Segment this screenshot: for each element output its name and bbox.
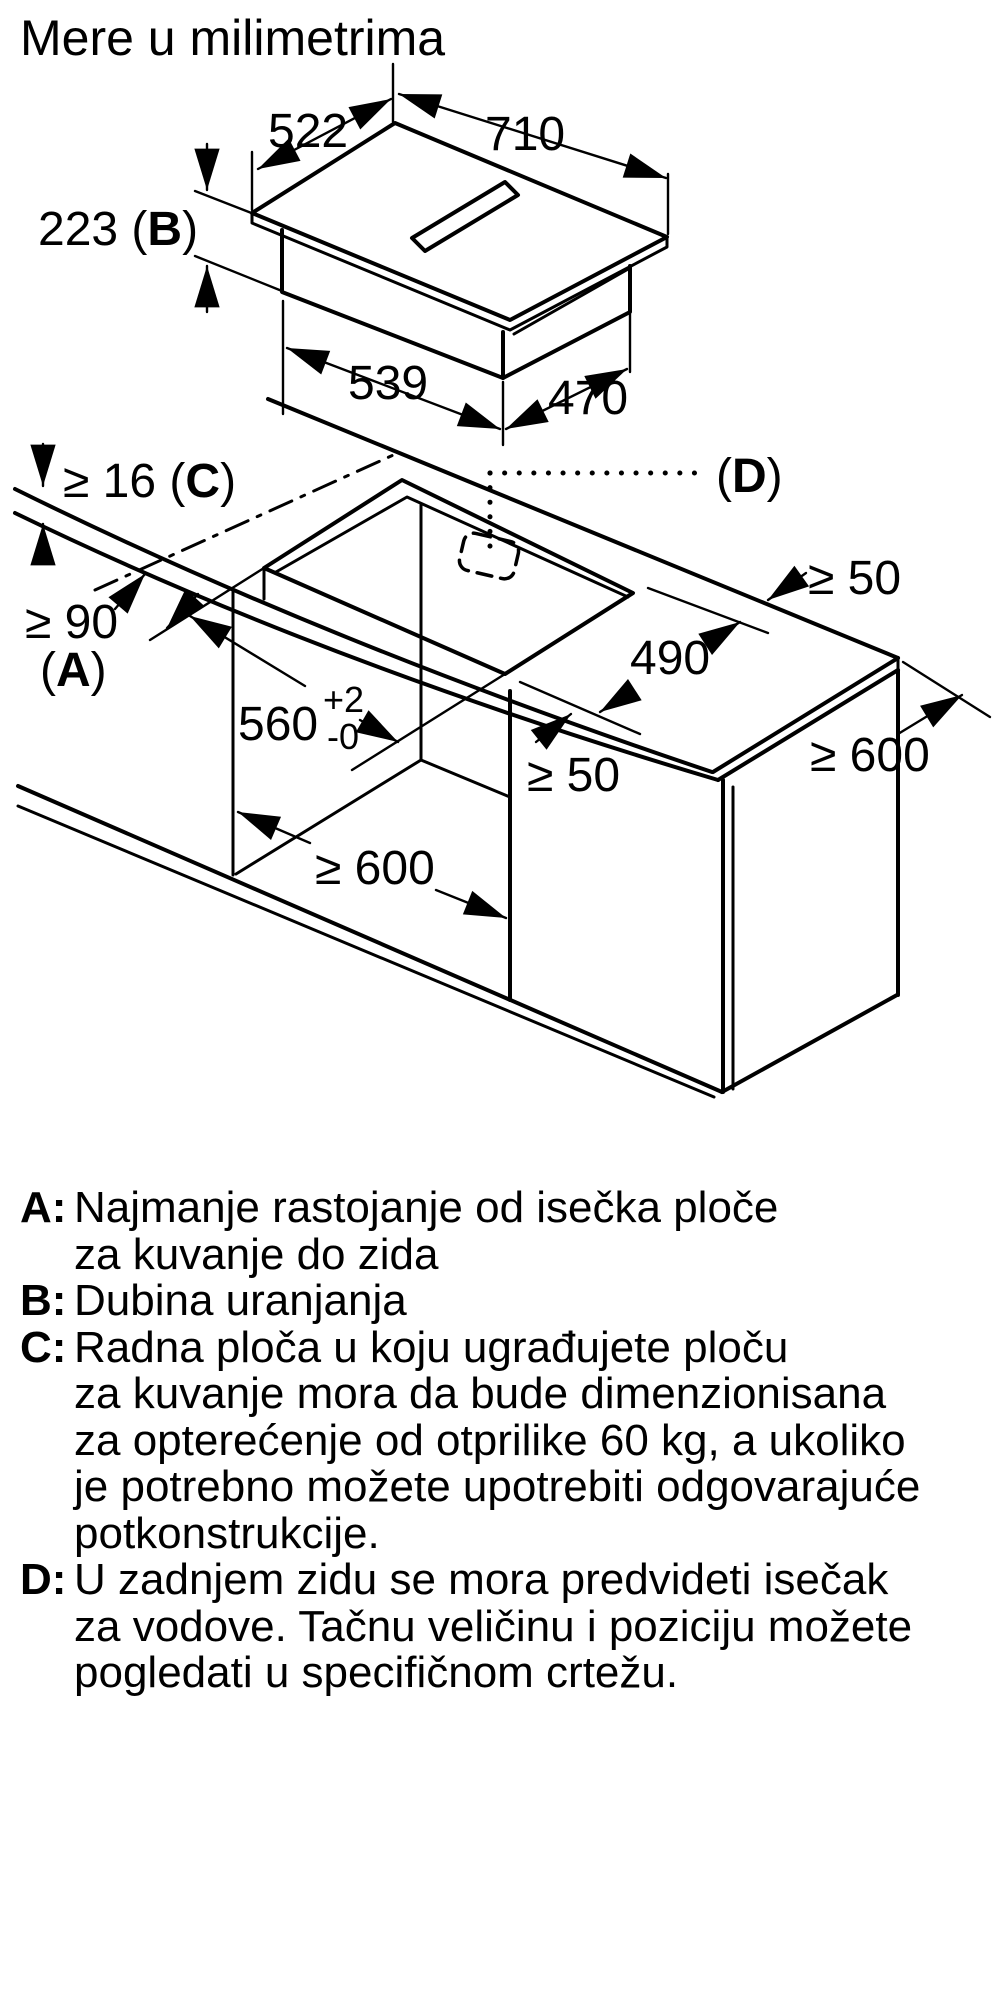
dim-710-label: 710 bbox=[485, 108, 566, 161]
ext-line-b-upper bbox=[195, 191, 254, 214]
dim-560-tol-plus: +2 bbox=[323, 679, 365, 720]
dim-522-label: 522 bbox=[268, 105, 349, 158]
dim-16-c-label: ≥ 16 (C) bbox=[63, 455, 237, 508]
legend-row: potkonstrukcije. bbox=[74, 1508, 380, 1558]
dim-560-tol-minus: -0 bbox=[327, 716, 360, 757]
dim-90-leader-cutout bbox=[167, 594, 198, 628]
dim-line-560-lower bbox=[360, 720, 398, 742]
dim-50-front-label: ≥ 50 bbox=[527, 749, 621, 802]
legend-row: za kuvanje mora da bude dimenzionisana bbox=[74, 1369, 887, 1418]
dim-line-490-front-arrow bbox=[600, 694, 628, 712]
dim-90-label: ≥ 90 bbox=[25, 596, 119, 649]
legend bbox=[20, 1185, 980, 1697]
legend-row: D: U zadnjem zidu se mora predvideti isečak bbox=[20, 1555, 889, 1604]
cabinet-right-bottom-edge bbox=[722, 995, 897, 1092]
legend-row: je potrebno možete upotrebiti odgovarajuće bbox=[74, 1462, 921, 1511]
dim-539-label: 539 bbox=[348, 357, 429, 410]
ext-line-600-right bbox=[903, 662, 990, 717]
legend-row: C: Radna ploča u koju ugrađujete ploču bbox=[20, 1322, 789, 1372]
dim-90-leader-wall bbox=[115, 574, 145, 609]
ext-line-490-back bbox=[648, 588, 768, 633]
legend-row: A: Najmanje rastojanje od isečka ploče bbox=[20, 1183, 779, 1232]
ext-line-560-right bbox=[352, 674, 505, 770]
legend-row: za vodove. Tačnu veličinu i poziciju možete bbox=[74, 1601, 913, 1651]
dim-line-490-back-arrow bbox=[712, 622, 740, 640]
dim-490-label: 490 bbox=[630, 632, 711, 685]
cabinet-interior-floor-right bbox=[421, 760, 510, 797]
legend-row: za kuvanje do zida bbox=[74, 1229, 439, 1279]
dim-50-rear-label: ≥ 50 bbox=[808, 552, 902, 605]
key-d-label: (D) bbox=[716, 450, 783, 503]
dim-560-label: 560 bbox=[238, 698, 319, 751]
dim-600-right-label: ≥ 600 bbox=[810, 729, 930, 782]
dim-50-rear-leader bbox=[768, 573, 806, 600]
legend-row: za opterećenje od otprilike 60 kg, a ukoliko bbox=[74, 1415, 906, 1465]
cabinet-plinth-outer bbox=[18, 786, 722, 1092]
legend-row: B: Dubina uranjanja bbox=[20, 1276, 407, 1325]
dim-600-cabinet-left-arrow bbox=[238, 812, 310, 843]
dim-470-label: 470 bbox=[548, 372, 629, 425]
dim-223-b-label: 223 (B) bbox=[38, 203, 199, 256]
dim-600-cabinet-label: ≥ 600 bbox=[315, 842, 435, 895]
worktop-isometric-view bbox=[15, 399, 990, 1097]
dim-600-cabinet-right-arrow bbox=[436, 890, 506, 918]
legend-row: pogledati u specifičnom crtežu. bbox=[74, 1648, 679, 1697]
dim-line-560-upper bbox=[190, 616, 305, 686]
key-a-label: (A) bbox=[40, 644, 107, 697]
hob-isometric-view bbox=[38, 64, 668, 445]
page-title: Mere u milimetrima bbox=[20, 10, 446, 66]
